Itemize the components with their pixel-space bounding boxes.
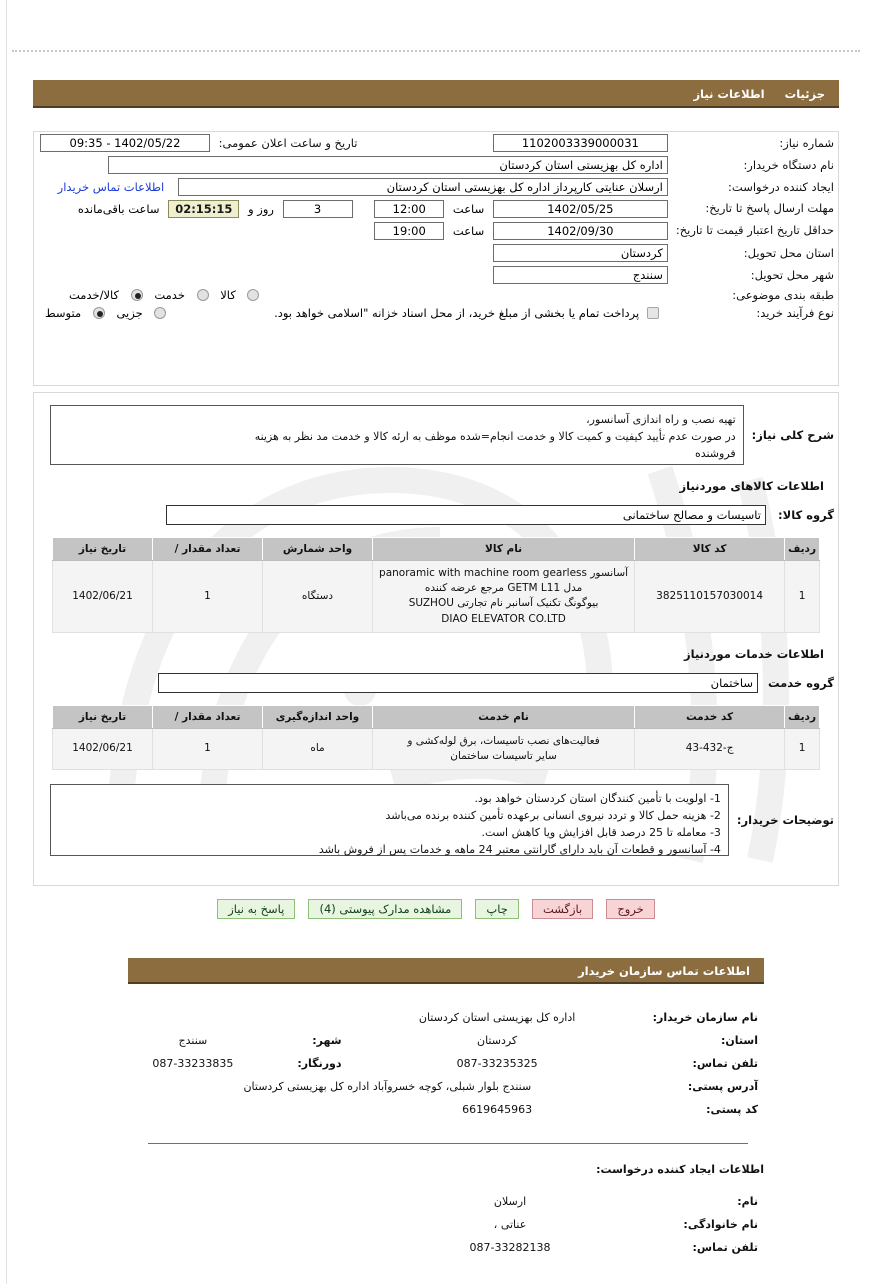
radio-kala-khedmat-label: کالا/خدمت: [69, 288, 120, 302]
action-button-bar: [0, 898, 872, 919]
respond-to-need-button[interactable]: پاسخ به نیاز: [217, 899, 295, 919]
services-cell-row: 1: [785, 728, 820, 769]
goods-col-qty: تعداد مقدار /: [153, 538, 263, 561]
services-cell-name: [373, 728, 635, 769]
goods-group-row: [34, 503, 838, 527]
contact-row-postal: [128, 1098, 764, 1121]
goods-cell-code: 3825110157030014: [635, 561, 785, 633]
requester-table: [128, 1190, 764, 1259]
contact-divider: [148, 1143, 748, 1144]
goods-table-header-row: [53, 538, 820, 561]
services-table: [52, 705, 820, 770]
deadline-date: 1402/05/25: [493, 200, 668, 218]
requester-row-first-name: [128, 1190, 764, 1213]
classification-label: طبقه بندی موضوعی:: [732, 288, 834, 302]
need-summary-block: [34, 403, 838, 467]
price-validity-hour-label: ساعت: [452, 223, 485, 238]
deadline-hour: 12:00: [374, 200, 444, 218]
contact-org-label: نام سازمان خریدار:: [652, 1011, 758, 1024]
row-classification: [34, 286, 838, 304]
table-row: [53, 561, 820, 633]
need-info-form: [34, 132, 838, 322]
row-delivery-city: [34, 264, 838, 286]
radio-motevaset[interactable]: [93, 307, 105, 319]
deadline-label: مهلت ارسال پاسخ تا تاریخ:: [705, 201, 834, 216]
deadline-hour-label: ساعت: [452, 201, 485, 216]
requester-phone-label: تلفن تماس:: [692, 1241, 758, 1254]
goods-name-line-2: مدل GETM L11 مرجع عرضه کننده: [424, 582, 583, 595]
requester-last-name-value: عناتی ،: [493, 1218, 527, 1231]
process-option-jozi[interactable]: [108, 306, 170, 320]
tab-need-info[interactable]: اطلاعات نیاز: [693, 87, 765, 101]
requester-phone-value: 087-33282138: [469, 1241, 551, 1254]
contact-row-address: [128, 1075, 764, 1098]
services-col-unit: واحد اندازه‌گیری: [263, 705, 373, 728]
goods-table: [52, 537, 820, 633]
process-label: نوع فرآیند خرید:: [756, 306, 834, 320]
contact-province-value: کردستان: [477, 1034, 518, 1047]
buyer-contact-link[interactable]: اطلاعات تماس خریدار: [57, 179, 165, 194]
services-col-name: نام خدمت: [373, 705, 635, 728]
services-cell-qty: 1: [153, 728, 263, 769]
services-col-code: کد خدمت: [635, 705, 785, 728]
countdown-label: ساعت باقی‌مانده: [77, 201, 160, 216]
table-row: [53, 728, 820, 769]
need-summary-box: [50, 405, 744, 465]
need-number-value: 1102003339000031: [493, 134, 668, 152]
tab-details[interactable]: جزئیات: [784, 87, 825, 101]
contact-province-label: استان:: [721, 1034, 758, 1047]
countdown-badge: 02:15:15: [168, 200, 239, 218]
need-number-label: شماره نیاز:: [779, 136, 834, 150]
need-details-header: [33, 80, 839, 108]
row-delivery-province: [34, 242, 838, 264]
buyer-note-line-3: 3- معامله تا 25 درصد قابل افزایش ویا کاهش است.: [481, 826, 721, 840]
remaining-days: 3: [283, 200, 353, 218]
goods-group-value: تاسیسات و مصالح ساختمانی: [166, 505, 766, 525]
buyer-notes-box: [50, 784, 729, 856]
treasury-checkbox-label: پرداخت تمام یا بخشی از مبلغ خرید، از محل اسناد خزانه "اسلامی خواهد بود.: [274, 306, 640, 320]
buyer-note-line-2: 2- هزینه حمل کالا و تردد نیروی انسانی برعهده تأمین کننده برنده می‌باشد: [385, 809, 721, 823]
print-button[interactable]: چاپ: [475, 899, 518, 919]
row-deadline: [34, 198, 838, 220]
need-summary-line-3: فروشنده: [694, 447, 736, 461]
services-cell-code: ج-432-43: [635, 728, 785, 769]
need-body-panel: [33, 392, 839, 886]
requester-first-name-value: ارسلان: [493, 1195, 527, 1208]
contact-city-label: شهر:: [312, 1034, 342, 1047]
price-validity-hour: 19:00: [374, 222, 444, 240]
classification-option-kala[interactable]: [212, 288, 263, 302]
services-group-row: [34, 671, 838, 695]
announce-value: 1402/05/22 - 09:35: [40, 134, 210, 152]
services-col-qty: تعداد مقدار /: [153, 705, 263, 728]
goods-cell-qty: 1: [153, 561, 263, 633]
row-process-type: [34, 304, 838, 322]
delivery-province-value: کردستان: [493, 244, 668, 262]
need-info-panel: [33, 131, 839, 386]
services-table-wrap: [52, 705, 820, 770]
need-summary-line-2: در صورت عدم تأیید کیفیت و کمیت کالا و خدمت انجام=شده موظف به ارئه کالا و خدمت مد نظر به هزینه: [254, 430, 736, 444]
price-validity-date: 1402/09/30: [493, 222, 668, 240]
services-cell-unit: ماه: [263, 728, 373, 769]
requester-last-name-label: نام خانوادگی:: [683, 1218, 758, 1231]
goods-name-line-4: DIAO ELEVATOR CO.LTD: [441, 612, 566, 625]
buyer-org-label: نام دستگاه خریدار:: [743, 158, 834, 172]
services-section-title: اطلاعات خدمات موردنیاز: [684, 646, 824, 661]
row-buyer-org: [34, 154, 838, 176]
services-name-line-1: فعالیت‌های نصب تاسیسات، برق لوله‌کشی و: [407, 734, 600, 747]
classification-option-kala-khedmat[interactable]: [64, 288, 146, 302]
services-group-label: گروه خدمت: [767, 675, 834, 690]
radio-khedmat-label: خدمت: [154, 288, 185, 302]
buyer-notes-label: توضیحات خریدار:: [736, 813, 834, 828]
services-cell-date: 1402/06/21: [53, 728, 153, 769]
need-summary-line-1: تهیه نصب و راه اندازی آسانسور،: [586, 413, 736, 426]
contact-row-province-city: [128, 1029, 764, 1052]
goods-col-name: نام کالا: [373, 538, 635, 561]
services-col-date: تاریخ نیاز: [53, 705, 153, 728]
buyer-contact-title: اطلاعات تماس سازمان خریدار: [128, 958, 764, 984]
contact-row-phone-fax: [128, 1052, 764, 1075]
requester-row-phone: [128, 1236, 764, 1259]
contact-fax-label: دورنگار:: [297, 1057, 342, 1070]
requester-row-last-name: [128, 1213, 764, 1236]
contact-org-value: اداره کل بهزیستی استان کردستان: [418, 1011, 576, 1024]
contact-phone-label: تلفن تماس:: [692, 1057, 758, 1070]
radio-kala-label: کالا: [220, 288, 236, 302]
buyer-contact-header: [128, 958, 764, 984]
process-option-motevaset[interactable]: [40, 306, 108, 320]
services-col-row: ردیف: [785, 705, 820, 728]
radio-motevaset-label: متوسط: [45, 306, 82, 320]
goods-cell-unit: دستگاه: [263, 561, 373, 633]
price-validity-label: حداقل تاریخ اعتبار قیمت تا تاریخ:: [675, 223, 834, 238]
goods-name-line-3: بیوگونگ تکنیک آسانبر نام تجارتی SUZHOU: [408, 597, 599, 610]
classification-option-khedmat[interactable]: [146, 288, 212, 302]
goods-group-label: گروه کالا:: [778, 508, 834, 522]
radio-jozi[interactable]: [154, 307, 166, 319]
contact-row-org: [128, 1006, 764, 1029]
goods-col-date: تاریخ نیاز: [53, 538, 153, 561]
buyer-notes-block: [34, 782, 838, 858]
buyer-contact-table: [128, 1006, 764, 1121]
back-button[interactable]: بازگشت: [532, 899, 593, 919]
delivery-province-label: استان محل تحویل:: [743, 246, 834, 260]
contact-address-value: سنندج بلوار شبلی، کوچه خسروآباد اداره کل بهزیستی کردستان: [243, 1080, 532, 1093]
treasury-checkbox[interactable]: [647, 307, 659, 319]
announce-label: تاریخ و ساعت اعلان عمومی:: [218, 135, 358, 150]
view-attachments-button[interactable]: مشاهده مدارک پیوستی (4): [308, 899, 462, 919]
row-creator: [34, 176, 838, 198]
row-price-validity: [34, 220, 838, 242]
buyer-note-line-1: 1- اولویت با تأمین کنندگان استان کردستان خواهد بود.: [474, 792, 721, 806]
delivery-city-value: سنندج: [493, 266, 668, 284]
goods-col-row: ردیف: [785, 538, 820, 561]
treasury-note-group: [269, 306, 668, 320]
radio-kala-khedmat[interactable]: [131, 289, 143, 301]
creator-label: ایجاد کننده درخواست:: [728, 180, 834, 194]
radio-khedmat[interactable]: [197, 289, 209, 301]
contact-postal-label: کد پستی:: [706, 1103, 758, 1116]
buyer-note-line-4: 4- آسانسور و قطعات آن باید دارای گارانتی معتبر 24 ماهه و خدمات پس از فروش باشد: [318, 843, 721, 857]
radio-jozi-label: جزیی: [116, 306, 143, 320]
requester-first-name-label: نام:: [737, 1195, 758, 1208]
requester-info-block: [128, 1163, 764, 1259]
services-table-header-row: [53, 705, 820, 728]
goods-col-code: کد کالا: [635, 538, 785, 561]
page-left-rule: [6, 0, 7, 1284]
goods-table-wrap: [52, 537, 820, 633]
buyer-org-value: اداره کل بهزیستی استان کردستان: [108, 156, 668, 174]
goods-cell-row: 1: [785, 561, 820, 633]
contact-city-value: سنندج: [178, 1034, 208, 1047]
need-summary-label: شرح کلی نیاز:: [751, 428, 834, 442]
header-tab-strip: [33, 80, 839, 108]
services-name-line-2: سایر تاسیسات ساختمان: [450, 750, 557, 763]
exit-button[interactable]: خروج: [606, 899, 654, 919]
goods-col-unit: واحد شمارش: [263, 538, 373, 561]
goods-section-title: اطلاعات کالاهای موردنیاز: [679, 479, 824, 493]
contact-address-label: آدرس پستی:: [687, 1080, 758, 1093]
row-need-number: [34, 132, 838, 154]
services-group-value: ساختمان: [158, 673, 758, 693]
top-divider: [12, 50, 860, 52]
radio-kala[interactable]: [247, 289, 259, 301]
contact-phone-value: 087-33235325: [456, 1057, 538, 1070]
goods-name-line-1: آسانسور panoramic with machine room gearless: [379, 567, 629, 579]
remaining-days-label: روز و: [248, 201, 274, 216]
contact-postal-value: 6619645963: [462, 1103, 533, 1116]
contact-fax-value: 087-33233835: [152, 1057, 234, 1070]
requester-section-title: اطلاعات ایجاد کننده درخواست:: [596, 1163, 764, 1176]
goods-cell-name: [373, 561, 635, 633]
delivery-city-label: شهر محل تحویل:: [750, 268, 834, 282]
goods-cell-date: 1402/06/21: [53, 561, 153, 633]
creator-value: ارسلان عنایتی کارپرداز اداره کل بهزیستی استان کردستان: [178, 178, 668, 196]
